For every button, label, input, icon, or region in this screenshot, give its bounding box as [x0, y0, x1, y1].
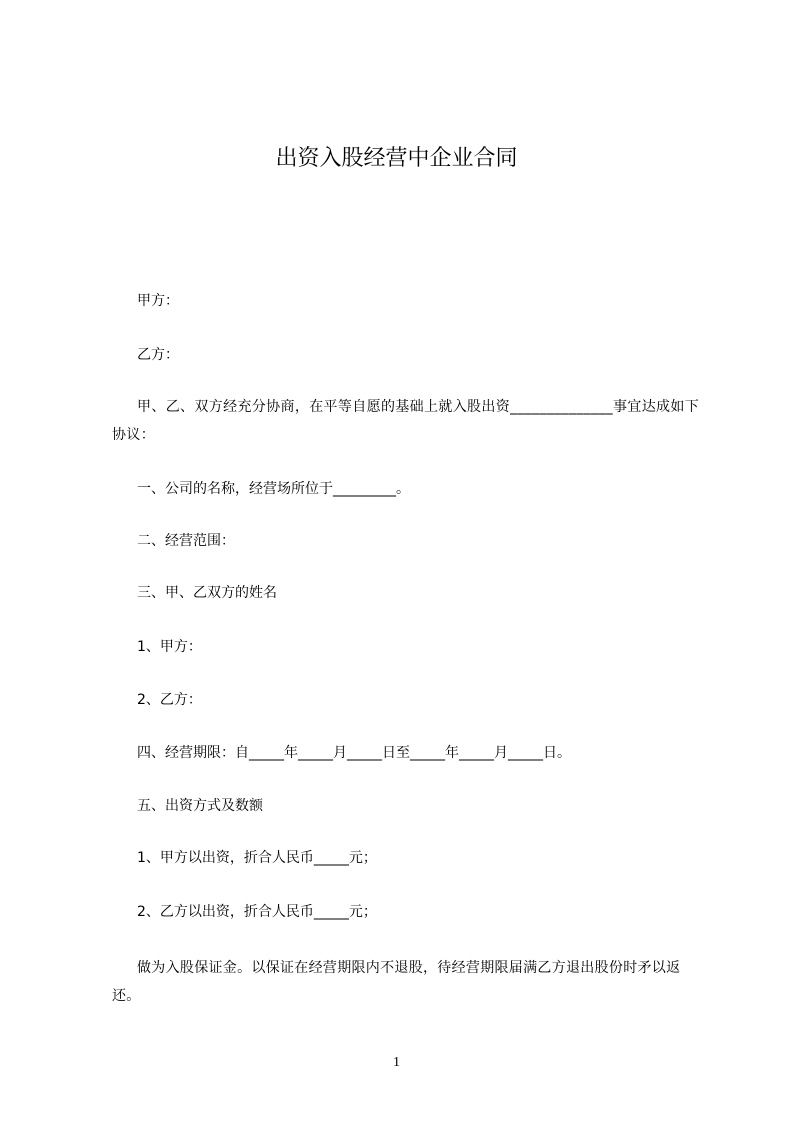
clause-3-names: 三、甲、乙双方的姓名	[137, 585, 277, 601]
clause-3-party-b: 2、乙方：	[137, 692, 202, 708]
clause-5-contribution: 五、出资方式及数额	[137, 798, 263, 814]
preamble-paragraph: 甲、乙、双方经充分协商，在平等自愿的基础上就入股出资______________事宜达成如下协议：	[112, 399, 700, 443]
page-number: 1	[393, 1055, 400, 1070]
clause-1-company-name: 一、公司的名称，经营场所位于_________。	[137, 481, 410, 497]
party-b-line: 乙方：	[137, 347, 179, 363]
clause-5-party-b-amount: 2、乙方以出资，折合人民币_____元；	[137, 904, 377, 920]
clause-5-party-a-amount: 1、甲方以出资，折合人民币_____元；	[137, 850, 377, 866]
document-title: 出资入股经营中企业合同	[275, 146, 518, 171]
party-a-line: 甲方：	[137, 293, 179, 309]
clause-2-business-scope: 二、经营范围：	[137, 533, 235, 549]
deposit-paragraph: 做为入股保证金。以保证在经营期限内不退股，待经营期限届满乙方退出股份时矛以返还。	[112, 960, 681, 1004]
clause-4-term: 四、经营期限：自_____年_____月_____日至_____年_____月_____日。	[137, 745, 571, 761]
clause-3-party-a: 1、甲方：	[137, 639, 202, 655]
